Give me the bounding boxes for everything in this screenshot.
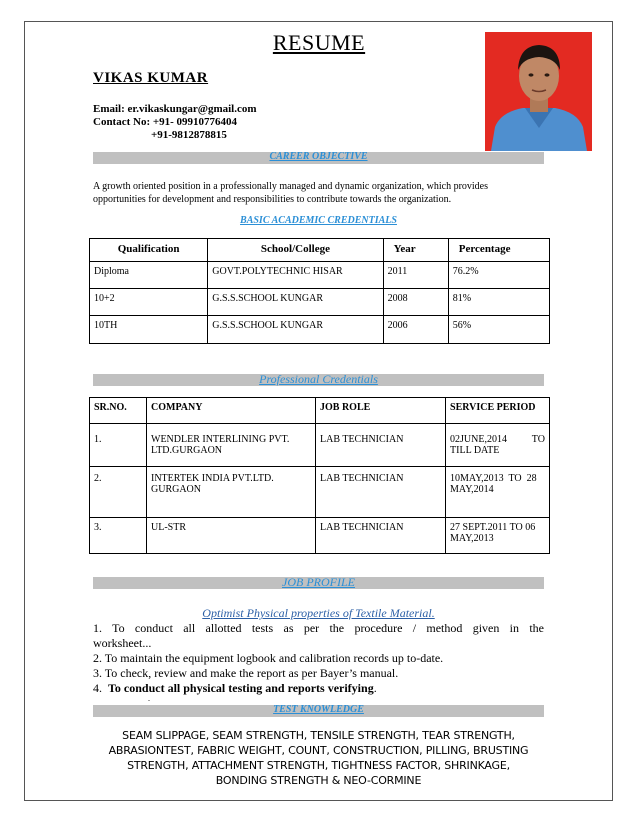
company-line: GURGAON bbox=[151, 484, 201, 495]
profile-photo bbox=[485, 32, 592, 151]
table-cell bbox=[446, 467, 550, 518]
job-item-3: 3. To check, review and make the report as per Bayer’s manual. bbox=[93, 666, 399, 680]
item-number: 4. bbox=[93, 681, 102, 695]
academic-heading: BASIC ACADEMIC CREDENTIALS bbox=[240, 215, 397, 226]
objective-text bbox=[93, 180, 544, 206]
table-cell bbox=[446, 424, 550, 467]
table-cell: 1. bbox=[90, 424, 147, 467]
candidate-name: VIKAS KUMAR bbox=[93, 70, 209, 86]
person-photo-icon bbox=[485, 32, 592, 151]
test-knowledge-heading: TEST KNOWLEDGE bbox=[273, 704, 364, 715]
table-row bbox=[90, 518, 550, 554]
table-cell: 10TH bbox=[90, 316, 208, 344]
experience-table bbox=[89, 397, 550, 554]
job-profile-heading: JOB PROFILE bbox=[282, 575, 355, 589]
objective-line: opportunities for development and responsibilities to contribute towards the organization. bbox=[93, 194, 452, 205]
table-row bbox=[90, 289, 550, 316]
job-item-4 bbox=[93, 681, 544, 696]
professional-heading: Professional Credentials bbox=[259, 372, 378, 386]
column-header: Percentage bbox=[448, 239, 549, 262]
column-header: Qualification bbox=[90, 239, 208, 262]
column-header: SERVICE PERIOD bbox=[446, 398, 550, 424]
test-knowledge-text bbox=[93, 728, 544, 788]
career-objective-heading: CAREER OBJECTIVE bbox=[269, 151, 368, 162]
stray-dot: . bbox=[148, 694, 150, 703]
table-cell: GOVT.POLYTECHNIC HISAR bbox=[208, 262, 383, 289]
job-profile-subtitle: Optimist Physical properties of Textile Material. bbox=[202, 606, 435, 620]
table-row bbox=[90, 424, 550, 467]
table-row bbox=[90, 262, 550, 289]
column-header: JOB ROLE bbox=[316, 398, 446, 424]
table-cell: 76.2% bbox=[448, 262, 549, 289]
table-cell: LAB TECHNICIAN bbox=[316, 467, 446, 518]
email-line: Email: er.vikaskungar@gmail.com bbox=[93, 103, 257, 115]
table-cell: 81% bbox=[448, 289, 549, 316]
table-cell: 2008 bbox=[383, 289, 448, 316]
test-line: SEAM SLIPPAGE, SEAM STRENGTH, TENSILE STRENGTH, TEAR STRENGTH, bbox=[122, 729, 515, 742]
company-line: WENDLER INTERLINING PVT. bbox=[151, 434, 290, 445]
career-objective-bar bbox=[93, 152, 544, 164]
table-cell: LAB TECHNICIAN bbox=[316, 518, 446, 554]
period-line: MAY,2013 bbox=[450, 533, 494, 544]
period-line: 27 SEPT.2011 TO 06 bbox=[450, 522, 536, 533]
period-line: TILL DATE bbox=[450, 445, 500, 456]
period-line: 10MAY,2013 TO 28 bbox=[450, 473, 537, 484]
test-line: STRENGTH, ATTACHMENT STRENGTH, TIGHTNESS FACTOR, SHRINKAGE, bbox=[127, 759, 510, 772]
column-header: COMPANY bbox=[147, 398, 316, 424]
table-cell: Diploma bbox=[90, 262, 208, 289]
item-text: To conduct all physical testing and reports verifying bbox=[108, 681, 374, 695]
job-profile-bar bbox=[93, 577, 544, 589]
test-knowledge-bar bbox=[93, 705, 544, 717]
resume-title: RESUME bbox=[272, 30, 366, 55]
table-cell: 3. bbox=[90, 518, 147, 554]
company-line: LTD.GURGAON bbox=[151, 445, 223, 456]
professional-bar bbox=[93, 374, 544, 386]
contact-line-2: +91-9812878815 bbox=[151, 129, 227, 141]
table-cell bbox=[147, 518, 316, 554]
table-cell bbox=[446, 518, 550, 554]
table-row bbox=[90, 316, 550, 344]
table-cell: LAB TECHNICIAN bbox=[316, 424, 446, 467]
table-cell: 2006 bbox=[383, 316, 448, 344]
table-cell: 56% bbox=[448, 316, 549, 344]
table-cell: 2011 bbox=[383, 262, 448, 289]
period-line: MAY,2014 bbox=[450, 484, 494, 495]
table-cell bbox=[147, 467, 316, 518]
column-header: SR.NO. bbox=[90, 398, 147, 424]
table-cell: G.S.S.SCHOOL KUNGAR bbox=[208, 316, 383, 344]
table-header-row bbox=[90, 239, 550, 262]
table-cell: 2. bbox=[90, 467, 147, 518]
test-line: BONDING STRENGTH & NEO-CORMINE bbox=[215, 774, 422, 787]
column-header: Year bbox=[383, 239, 448, 262]
contact-line: Contact No: +91- 09910776404 bbox=[93, 116, 238, 128]
job-item-2: 2. To maintain the equipment logbook and calibration records up to-date. bbox=[93, 651, 444, 665]
column-header: School/College bbox=[208, 239, 383, 262]
company-line: INTERTEK INDIA PVT.LTD. bbox=[151, 473, 274, 484]
table-cell bbox=[147, 424, 316, 467]
table-cell: 10+2 bbox=[90, 289, 208, 316]
job-item-1-cont: worksheet... bbox=[93, 636, 152, 650]
table-row bbox=[90, 467, 550, 518]
education-table bbox=[89, 238, 550, 344]
objective-line: A growth oriented position in a professionally managed and dynamic organization, which provides bbox=[93, 181, 489, 192]
company-line: UL-STR bbox=[151, 522, 186, 533]
test-line: ABRASIONTEST, FABRIC WEIGHT, COUNT, CONSTRUCTION, PILLING, BRUSTING bbox=[108, 744, 529, 757]
item-end: . bbox=[373, 681, 377, 695]
table-header-row bbox=[90, 398, 550, 424]
period-line: 02JUNE,2014 TO bbox=[450, 434, 545, 445]
table-cell: G.S.S.SCHOOL KUNGAR bbox=[208, 289, 383, 316]
job-item-1: 1. To conduct all allotted tests as per the procedure / method given in the bbox=[93, 621, 544, 635]
